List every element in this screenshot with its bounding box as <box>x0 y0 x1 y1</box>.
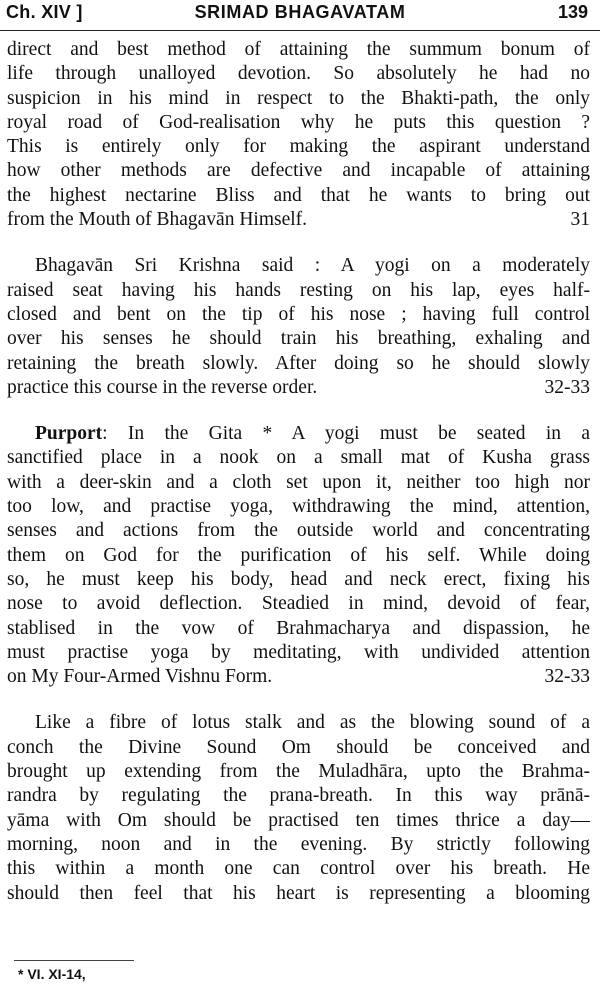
verse-number: 31 <box>570 209 590 231</box>
page-number: 139 <box>557 2 588 22</box>
book-title: SRIMAD BHAGAVATAM <box>194 2 406 22</box>
body-text <box>7 38 590 906</box>
verse-number: 32-33 <box>544 376 590 398</box>
text-line: on My Four-Armed Vishnu Form. <box>7 666 273 688</box>
text-line: sanctified place in a nook on a small mat of Kusha grass <box>7 447 590 469</box>
text-line: with a deer-skin and a cloth set upon it, neither too high nor <box>7 471 590 493</box>
text-line: practice this course in the reverse order. <box>7 376 318 398</box>
text-line: royal road of God-realisation why he puts this question ? <box>7 111 590 133</box>
text-line: too low, and practise yoga, withdrawing the mind, attention, <box>7 496 590 518</box>
text-line: randra by regulating the prana-breath. In this way prānā- <box>7 785 590 807</box>
text-line: This is entirely only for making the aspirant understand <box>7 136 590 158</box>
verse-number: 32-33 <box>544 666 590 688</box>
text-line: retaining the breath slowly. After doing so he should slowly <box>7 352 590 374</box>
text-line: conch the Divine Sound Om should be conceived and <box>7 736 590 758</box>
text-line: so, he must keep his body, head and neck erect, fixing his <box>7 568 590 590</box>
paragraph-4 <box>7 711 590 905</box>
text-line <box>7 422 590 446</box>
text-line-last <box>7 208 590 232</box>
running-head <box>0 0 600 31</box>
footnote: * VI. XI-14, <box>18 966 86 982</box>
purport-label: Purport <box>35 423 103 445</box>
text-line-rest: : In the Gita * A yogi must be seated in a <box>102 423 590 445</box>
text-line: the highest nectarine Bliss and that he wants to bring out <box>7 184 590 206</box>
text-line: should then feel that his heart is representing a blooming <box>7 882 590 904</box>
text-line: must practise yoga by meditating, with undivided attention <box>7 641 590 663</box>
text-line: Bhagavān Sri Krishna said : A yogi on a moderately <box>35 255 590 277</box>
text-line: how other methods are defective and incapable of attaining <box>7 160 590 182</box>
text-line: suspicion in his mind in respect to the Bhakti-path, the only <box>7 87 590 109</box>
text-line-last <box>7 665 590 689</box>
text-line: them on God for the purification of his self. While doing <box>7 544 590 566</box>
paragraph-1 <box>7 38 590 232</box>
chapter-label: Ch. XIV ] <box>6 2 83 22</box>
text-line: nose to avoid deflection. Steadied in mind, devoid of fear, <box>7 593 590 615</box>
text-line: this within a month one can control over his breath. He <box>7 858 590 880</box>
text-line: raised seat having his hands resting on his lap, eyes half- <box>7 279 590 301</box>
text-line: senses and actions from the outside world and concentrating <box>7 520 590 542</box>
text-line: over his senses he should train his breathing, exhaling and <box>7 328 590 350</box>
text-line: morning, noon and in the evening. By strictly following <box>7 833 590 855</box>
text-line-last <box>7 376 590 400</box>
text-line: brought up extending from the Muladhāra, upto the Brahma- <box>7 761 590 783</box>
text-line: yāma with Om should be practised ten times thrice a day— <box>7 809 590 831</box>
paragraph-purport <box>7 422 590 689</box>
text-line: life through unalloyed devotion. So absolutely he had no <box>7 63 590 85</box>
text-line: from the Mouth of Bhagavān Himself. <box>7 209 308 231</box>
text-line: closed and bent on the tip of his nose ; having full control <box>7 303 590 325</box>
text-line: stablised in the vow of Brahmacharya and dispassion, he <box>7 617 590 639</box>
footnote-divider <box>14 960 134 961</box>
paragraph-2 <box>7 254 590 400</box>
text-line: Like a fibre of lotus stalk and as the blowing sound of a <box>35 712 590 734</box>
text-line: direct and best method of attaining the summum bonum of <box>7 39 590 60</box>
